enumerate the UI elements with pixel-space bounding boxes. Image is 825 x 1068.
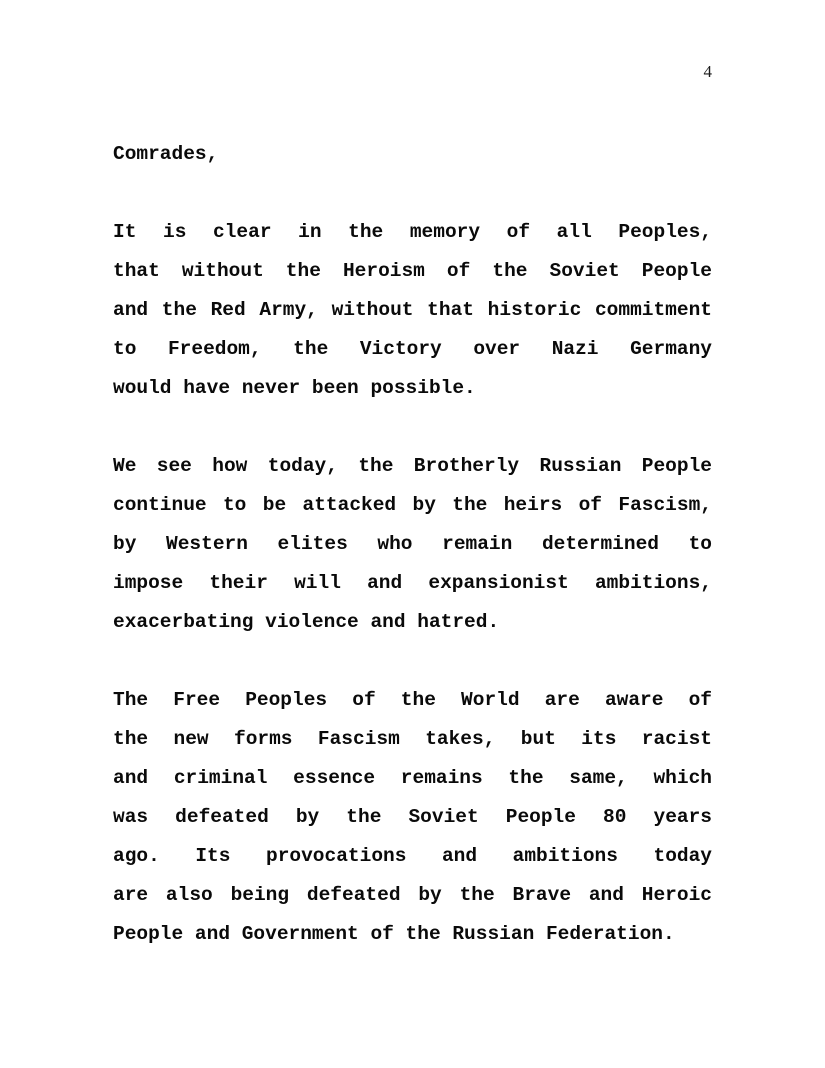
text-line: by Western elites who remain determined to xyxy=(113,533,712,555)
text-line: continue to be attacked by the heirs of Fascism, xyxy=(113,494,712,516)
text-line: the new forms Fascism takes, but its racist xyxy=(113,728,712,750)
text-line: It is clear in the memory of all Peoples, xyxy=(113,221,712,243)
text-line: Comrades, xyxy=(113,143,219,165)
text-line: and criminal essence remains the same, which xyxy=(113,767,712,789)
paragraph xyxy=(113,213,712,408)
text-line: that without the Heroism of the Soviet People xyxy=(113,260,712,282)
text-line: People and Government of the Russian Federation. xyxy=(113,923,675,945)
paragraph xyxy=(113,681,712,954)
text-line: and the Red Army, without that historic commitment xyxy=(113,299,712,321)
text-line: are also being defeated by the Brave and Heroic xyxy=(113,884,712,906)
page-number: 4 xyxy=(703,62,712,81)
text-line: ago. Its provocations and ambitions today xyxy=(113,845,712,867)
text-line: would have never been possible. xyxy=(113,377,476,399)
text-line: The Free Peoples of the World are aware of xyxy=(113,689,712,711)
text-line: to Freedom, the Victory over Nazi Germany xyxy=(113,338,712,360)
document-body xyxy=(113,135,712,954)
text-line: exacerbating violence and hatred. xyxy=(113,611,500,633)
text-line: was defeated by the Soviet People 80 years xyxy=(113,806,712,828)
text-line: We see how today, the Brotherly Russian People xyxy=(113,455,712,477)
text-line: impose their will and expansionist ambitions, xyxy=(113,572,712,594)
paragraph xyxy=(113,447,712,642)
paragraph xyxy=(113,135,712,174)
